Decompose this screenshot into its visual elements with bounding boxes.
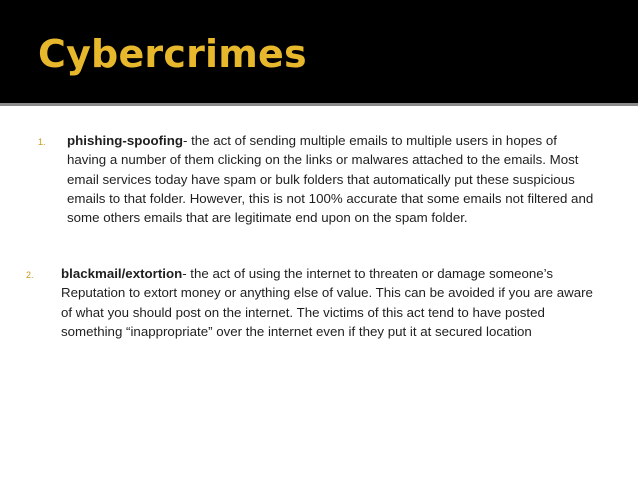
title-divider — [0, 103, 638, 106]
list-item-term: phishing-spoofing — [67, 133, 183, 148]
list-marker: 2. — [26, 270, 34, 280]
list-item-text — [67, 131, 598, 227]
list-item-description: - the act of using the internet to threaten or damage someone’s Reputation to extort money or anything else of value. This can be avoided if you are aware of what you should post on the internet. The victims of this act tend to have posted something “inappropriate” over the internet even if they put it at secured location — [61, 266, 593, 339]
list-item-phishing — [38, 131, 598, 227]
list-item-blackmail — [26, 264, 598, 341]
slide-title: Cybercrimes — [38, 32, 307, 76]
list-item-description: - the act of sending multiple emails to multiple users in hopes of having a number of them clicking on the links or malwares attached to the emails. Most email services today have spam or bulk folders that automatically put these suspicious emails to that folder. However, this is not 100% accurate that some emails not filtered and some others emails that are legitimate end upon on the spam folder. — [67, 133, 594, 226]
list-marker: 1. — [38, 137, 46, 147]
list-item-term: blackmail/extortion — [61, 266, 183, 281]
list-item-text — [61, 264, 598, 341]
